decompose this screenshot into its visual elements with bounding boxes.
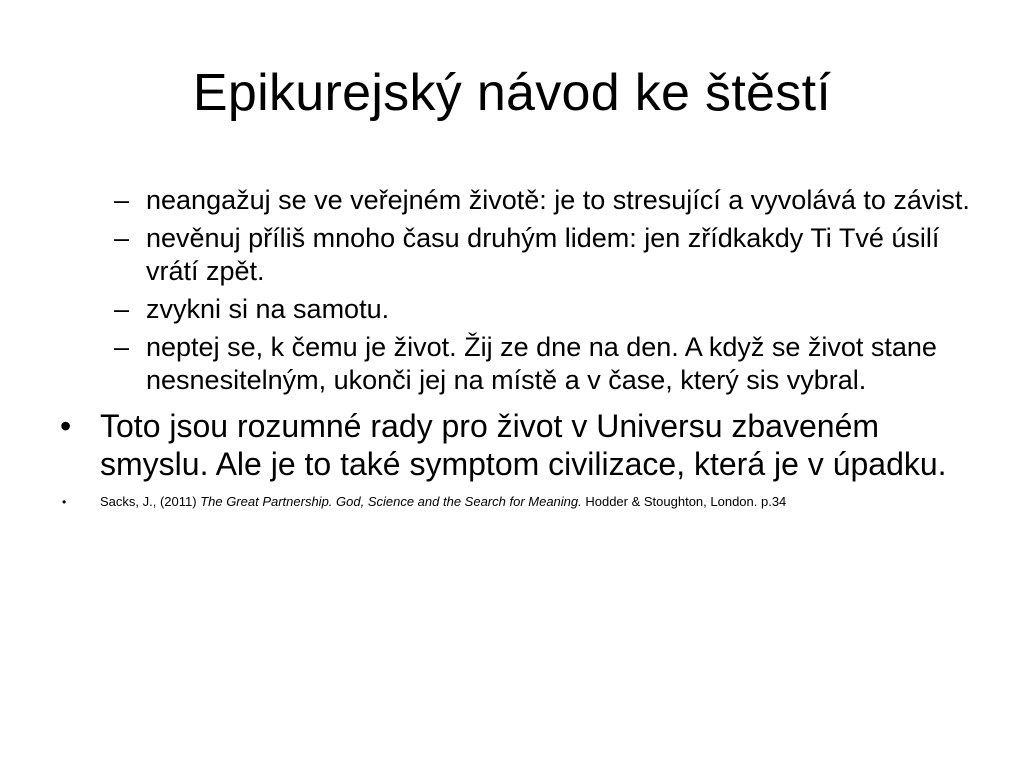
slide-content: [60, 184, 980, 511]
main-point: [60, 407, 980, 483]
sub-point: [60, 184, 980, 217]
reference-author-year: Sacks, J., (2011): [100, 494, 201, 509]
sub-point-text: nevěnuj příliš mnoho času druhým lidem: jen zřídkakdy Ti Tvé úsilí vrátí zpět.: [146, 223, 940, 286]
dash-marker: –: [114, 223, 130, 253]
bullet-marker: •: [62, 495, 67, 509]
slide-title: Epikurejský návod ke štěstí: [192, 64, 832, 122]
sub-point-text: zvykni si na samotu.: [146, 294, 390, 324]
reference-book-title: The Great Partnership. God, Science and the Search for Meaning.: [200, 494, 582, 509]
dash-marker: –: [114, 294, 130, 324]
reference: [60, 493, 980, 511]
main-point-text: Toto jsou rozumné rady pro život v Universu zbaveném smyslu. Ale je to také symptom civilizace, která je v úpadku.: [100, 408, 947, 482]
dash-marker: –: [114, 332, 130, 362]
sub-point-list: [60, 184, 980, 397]
reference-publisher: Hodder & Stoughton, London. p.34: [581, 494, 787, 509]
main-point-list: [60, 407, 980, 511]
sub-point-text: neptej se, k čemu je život. Žij ze dne na den. A když se život stane nesnesitelným, ukonči jej na místě a v čase, který sis vybral.: [146, 332, 937, 395]
sub-point: [60, 222, 980, 288]
sub-point-text: neangažuj se ve veřejném životě: je to stresující a vyvolává to závist.: [146, 185, 970, 215]
sub-point: [60, 331, 980, 397]
dash-marker: –: [114, 185, 130, 215]
sub-point: [60, 293, 980, 326]
bullet-marker: •: [60, 408, 72, 444]
